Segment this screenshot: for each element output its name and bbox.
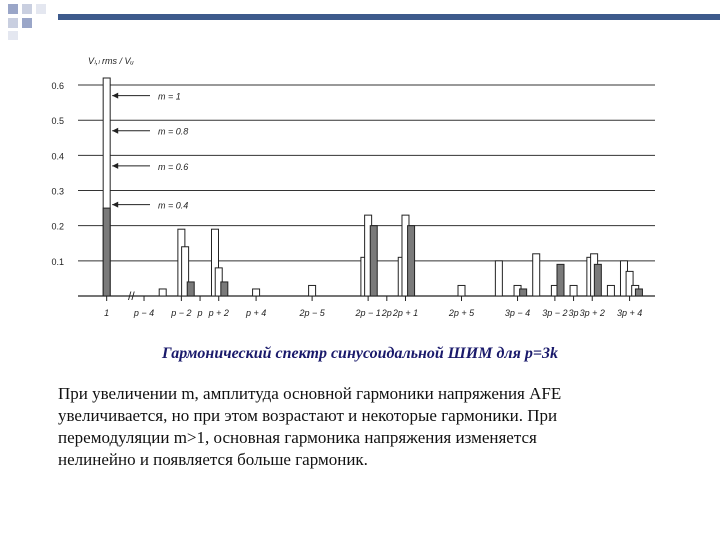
corner-square-1: [8, 4, 18, 14]
y-tick-label: 0.3: [51, 186, 64, 197]
corner-square-3: [36, 4, 46, 14]
x-tick-label: 3p: [568, 308, 579, 318]
arrow-head: [112, 128, 118, 134]
bar-m-1: [533, 254, 540, 296]
figure-caption: Гармонический спектр синусоидальной ШИМ для p=3k: [162, 345, 558, 362]
arrow-head: [112, 202, 118, 208]
bar-m-0-4: [370, 226, 377, 296]
y-tick-label: 0.1: [51, 256, 64, 267]
bar-m-1: [253, 289, 260, 296]
annotation-label: m = 1: [158, 91, 181, 102]
bar-m-0-4: [103, 208, 110, 296]
title-accent-bar: [58, 14, 720, 20]
y-tick-label: 0.6: [51, 81, 64, 92]
bar-m-0-4: [520, 289, 527, 296]
corner-square-6: [8, 31, 18, 40]
bar-m-1: [309, 285, 316, 296]
body-line: перемодуляции m>1, основная гармоника напряжения изменяется: [58, 428, 537, 447]
body-line: увеличивается, но при этом возрастают и некоторые гармоники. При: [58, 406, 558, 425]
corner-decoration: [0, 0, 80, 40]
bar-m-1: [607, 285, 614, 296]
x-tick-label: p + 4: [245, 308, 267, 318]
x-tick-label: p: [197, 308, 203, 318]
body-line: нелинейно и появляется больше гармоник.: [58, 450, 368, 469]
body-line: При увеличении m, амплитуда основной гармоники напряжения AFE: [58, 384, 562, 403]
annotation-label: m = 0.4: [158, 200, 189, 211]
x-tick-label: 2p: [381, 308, 392, 318]
annotation-label: m = 0.6: [158, 161, 189, 172]
body-paragraph: [58, 383, 703, 471]
y-tick-label: 0.2: [51, 221, 64, 232]
x-tick-label: 3p − 2: [542, 308, 568, 318]
axis-break-mark: //: [128, 289, 135, 303]
x-tick-label: p + 2: [208, 308, 229, 318]
bar-m-0-4: [594, 264, 601, 296]
y-axis-label: Vₗ,ₗ rms / Vᵤ: [88, 56, 134, 66]
arrow-head: [112, 93, 118, 99]
corner-square-5: [22, 18, 32, 28]
bar-m-1: [458, 285, 465, 296]
corner-square-4: [8, 18, 18, 28]
x-tick-label: 3p + 2: [579, 308, 605, 318]
x-tick-label: 2p − 1: [355, 308, 381, 318]
x-tick-label: 2p − 5: [299, 308, 325, 318]
bar-m-0-4: [557, 264, 564, 296]
bar-m-0-4: [635, 289, 642, 296]
x-tick-label: p − 2: [171, 308, 192, 318]
bar-m-0-4: [221, 282, 228, 296]
harmonic-spectrum-chart: [0, 40, 720, 340]
y-tick-label: 0.4: [51, 151, 64, 162]
x-tick-label: 2p + 1: [392, 308, 419, 318]
x-tick-label: 3p + 4: [616, 308, 643, 318]
x-tick-label: p − 4: [133, 308, 155, 318]
bar-m-0-4: [408, 226, 415, 296]
corner-square-2: [22, 4, 32, 14]
x-tick-label: 2p + 5: [448, 308, 475, 318]
x-tick-label: 1: [104, 308, 110, 318]
x-tick-label: 3p − 4: [504, 308, 531, 318]
annotation-label: m = 0.8: [158, 126, 189, 137]
bar-m-0-4: [187, 282, 194, 296]
bar-m-1: [159, 289, 166, 296]
y-tick-label: 0.5: [51, 116, 64, 127]
bar-m-1: [570, 285, 577, 296]
arrow-head: [112, 163, 118, 169]
bar-m-1: [495, 261, 502, 296]
